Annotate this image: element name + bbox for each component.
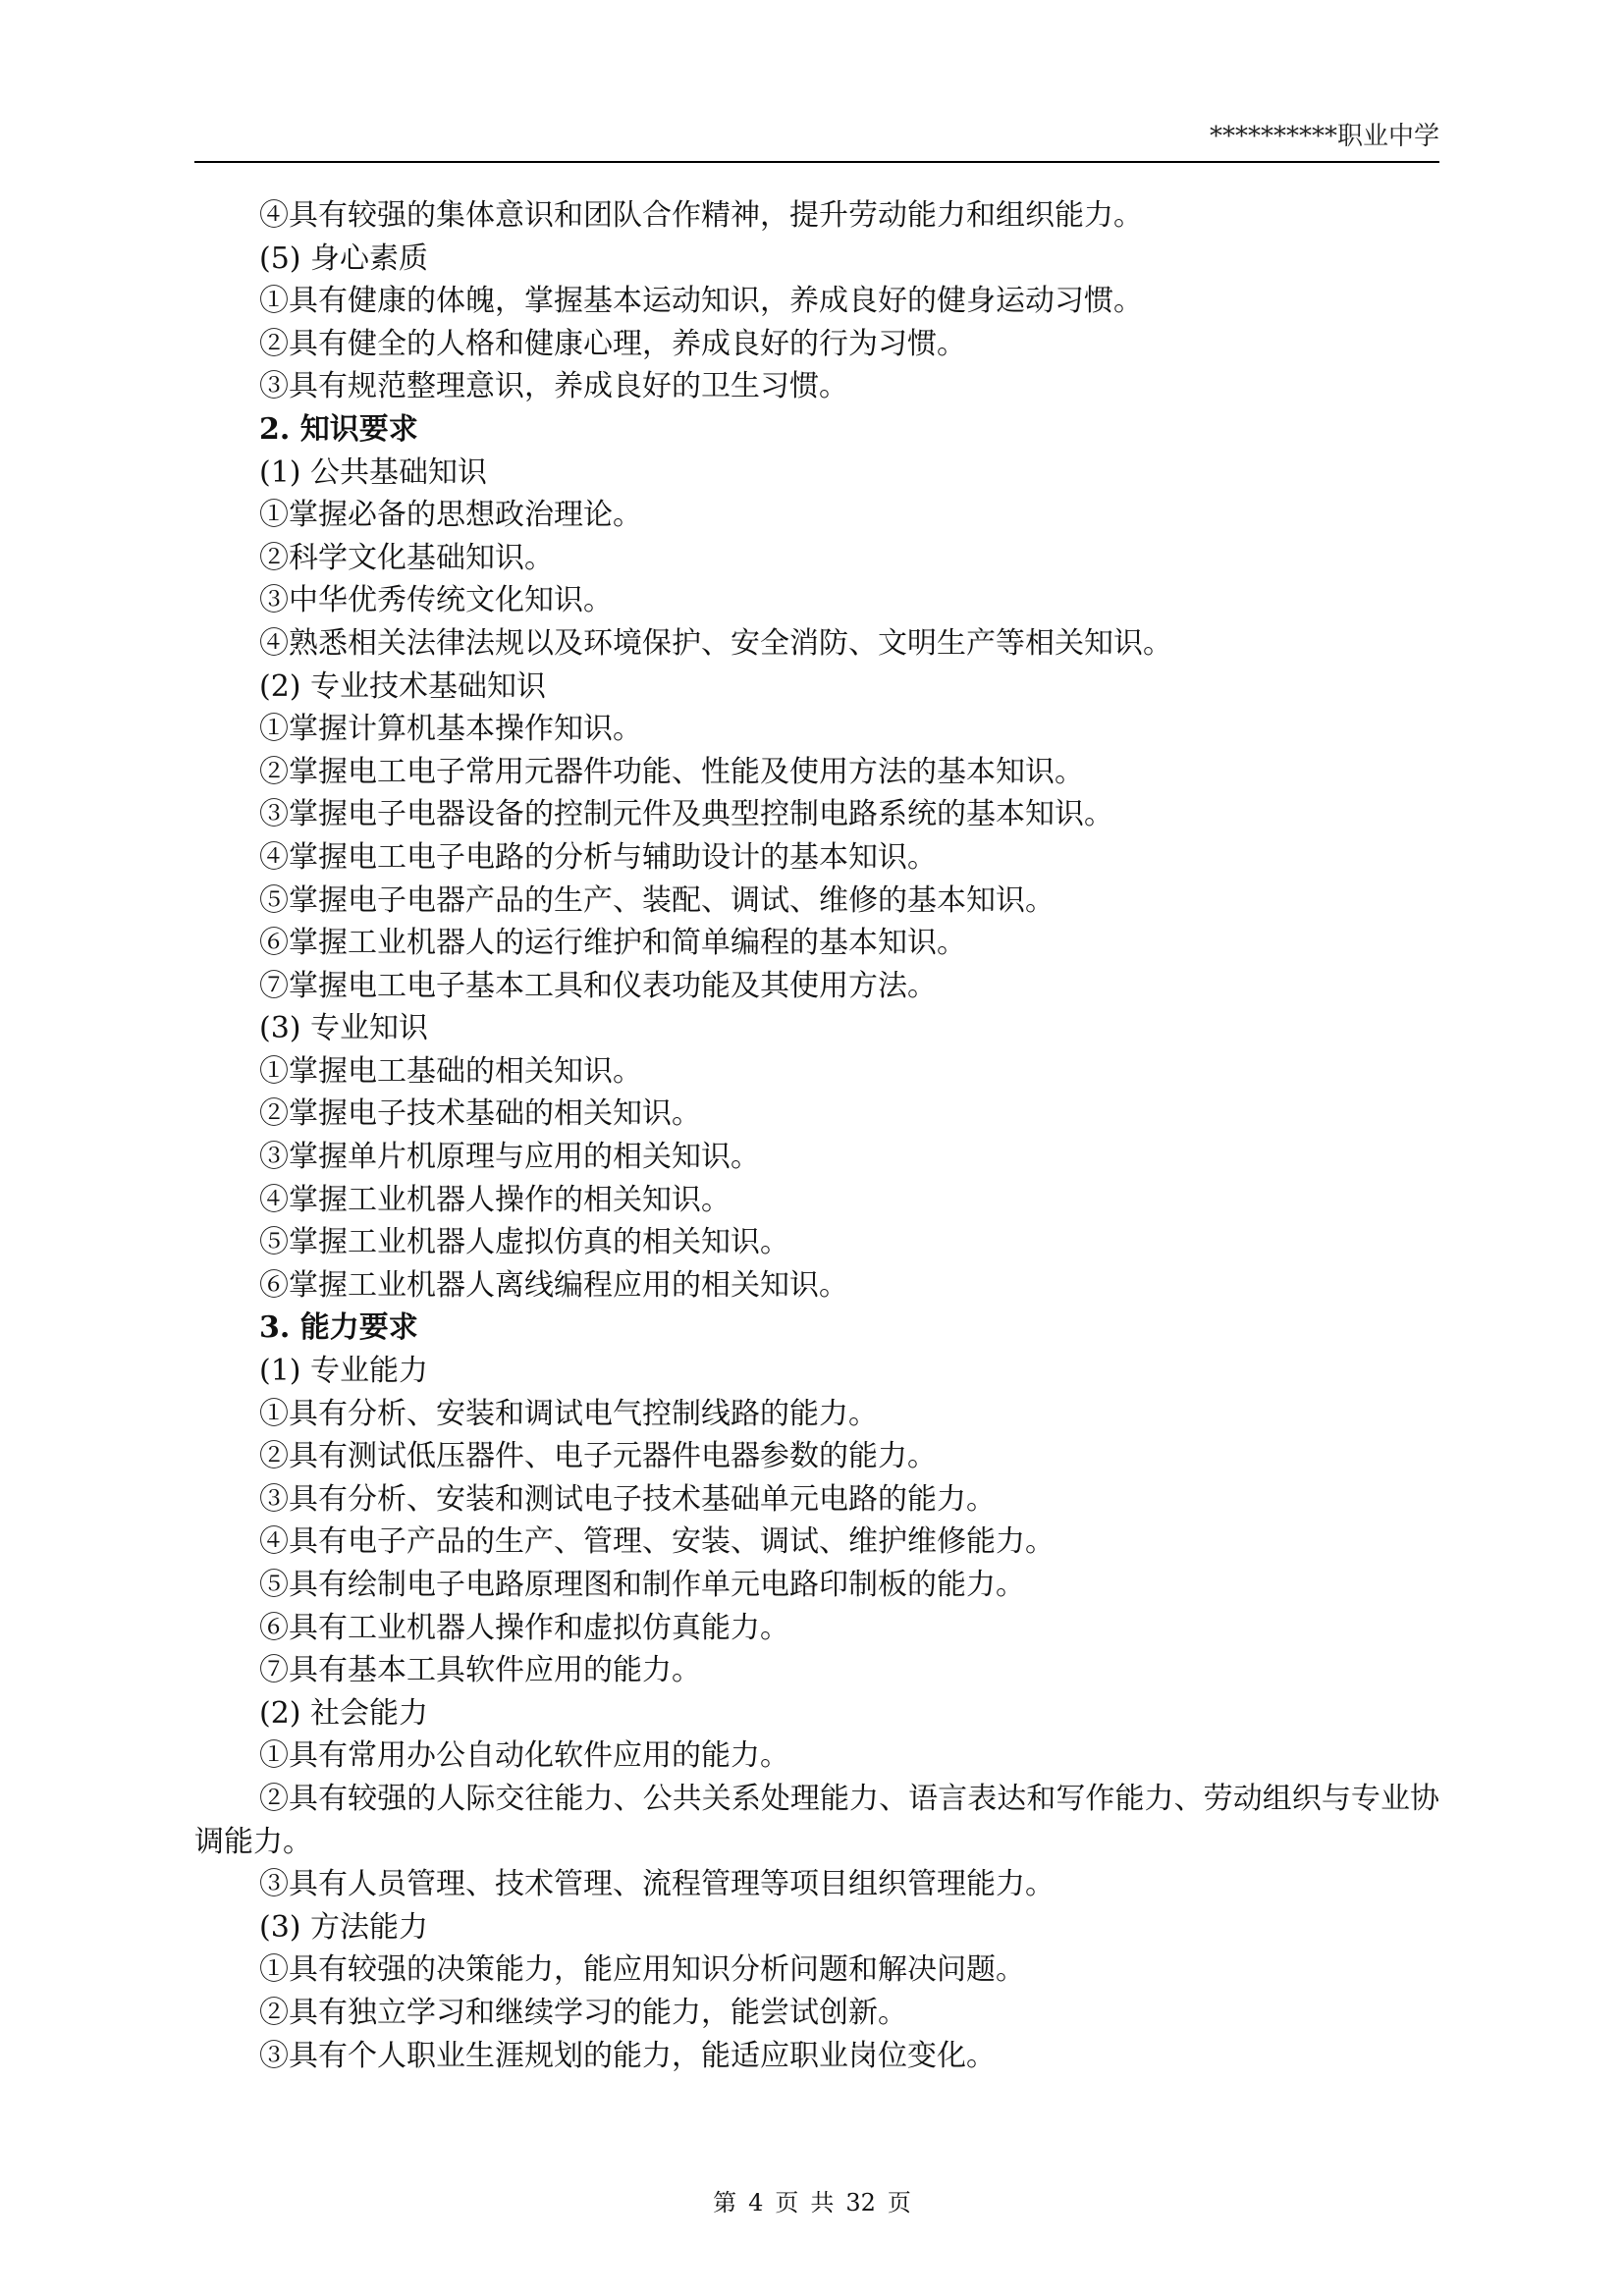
list-item: ④掌握工业机器人操作的相关知识。 bbox=[259, 1182, 731, 1217]
paragraph-item: ②具有较强的人际交往能力、公共关系处理能力、语言表达和写作能力、劳动组织与专业协调能力。 bbox=[194, 1781, 1439, 1859]
list-item: ②具有测试低压器件、电子元器件电器参数的能力。 bbox=[259, 1439, 937, 1474]
list-item: ③中华优秀传统文化知识。 bbox=[259, 583, 613, 618]
subsection-heading: (2) 社会能力 bbox=[259, 1695, 429, 1731]
list-item: ①具有分析、安装和调试电气控制线路的能力。 bbox=[259, 1396, 878, 1431]
list-item: ⑥具有工业机器人操作和虚拟仿真能力。 bbox=[259, 1610, 789, 1645]
subsection-heading: (2) 专业技术基础知识 bbox=[259, 668, 547, 704]
list-item: ⑤掌握工业机器人虚拟仿真的相关知识。 bbox=[259, 1225, 789, 1260]
list-item: ⑥掌握工业机器人的运行维护和简单编程的基本知识。 bbox=[259, 926, 966, 961]
subsection-heading: (3) 专业知识 bbox=[259, 1011, 429, 1046]
list-item: ①掌握计算机基本操作知识。 bbox=[259, 712, 642, 747]
list-item: ④掌握电工电子电路的分析与辅助设计的基本知识。 bbox=[259, 839, 937, 875]
header-rule bbox=[194, 161, 1439, 163]
list-item: ②具有独立学习和继续学习的能力，能尝试创新。 bbox=[259, 1995, 907, 2030]
footer-page-number: 4 bbox=[748, 2189, 764, 2216]
list-item: ③掌握电子电器设备的控制元件及典型控制电路系统的基本知识。 bbox=[259, 797, 1113, 832]
subsection-heading: (3) 方法能力 bbox=[259, 1909, 429, 1945]
header-title: **********职业中学 bbox=[1209, 122, 1439, 151]
list-item: ⑦具有基本工具软件应用的能力。 bbox=[259, 1653, 701, 1688]
list-item: ①掌握电工基础的相关知识。 bbox=[259, 1053, 642, 1089]
footer-suffix: 页 bbox=[887, 2189, 911, 2216]
footer-total-word: 共 bbox=[810, 2189, 835, 2216]
list-item: ③具有分析、安装和测试电子技术基础单元电路的能力。 bbox=[259, 1481, 996, 1517]
list-item: ③具有个人职业生涯规划的能力，能适应职业岗位变化。 bbox=[259, 2038, 996, 2073]
subsection-heading: (1) 专业能力 bbox=[259, 1354, 429, 1389]
document-body bbox=[194, 194, 1439, 2077]
list-item: ④熟悉相关法律法规以及环境保护、安全消防、文明生产等相关知识。 bbox=[259, 625, 1172, 661]
list-item: ④具有较强的集体意识和团队合作精神，提升劳动能力和组织能力。 bbox=[259, 198, 1143, 233]
list-item: ①具有健康的体魄，掌握基本运动知识，养成良好的健身运动习惯。 bbox=[259, 284, 1143, 319]
list-item: ⑤具有绘制电子电路原理图和制作单元电路印制板的能力。 bbox=[259, 1568, 1025, 1602]
list-item: ①具有较强的决策能力，能应用知识分析问题和解决问题。 bbox=[259, 1952, 1025, 1988]
page-footer bbox=[0, 2183, 1624, 2217]
footer-prefix: 第 bbox=[713, 2189, 737, 2216]
footer-total-pages: 32 bbox=[845, 2189, 876, 2216]
footer-page-word: 页 bbox=[775, 2189, 799, 2216]
list-item: ②掌握电工电子常用元器件功能、性能及使用方法的基本知识。 bbox=[259, 754, 1084, 789]
list-item: ⑤掌握电子电器产品的生产、装配、调试、维修的基本知识。 bbox=[259, 882, 1055, 918]
section-heading: 3. 能力要求 bbox=[259, 1310, 418, 1346]
list-item: ③掌握单片机原理与应用的相关知识。 bbox=[259, 1140, 760, 1175]
list-item: ⑥掌握工业机器人离线编程应用的相关知识。 bbox=[259, 1267, 848, 1303]
list-item: ③具有规范整理意识，养成良好的卫生习惯。 bbox=[259, 369, 848, 404]
subsection-heading: (1) 公共基础知识 bbox=[259, 454, 488, 490]
list-item: ⑦掌握电工电子基本工具和仪表功能及其使用方法。 bbox=[259, 968, 937, 1003]
list-item: ②掌握电子技术基础的相关知识。 bbox=[259, 1096, 701, 1132]
list-item: ①具有常用办公自动化软件应用的能力。 bbox=[259, 1738, 789, 1774]
section-heading: 2. 知识要求 bbox=[259, 411, 418, 447]
list-item: ①掌握必备的思想政治理论。 bbox=[259, 498, 642, 533]
list-item: ④具有电子产品的生产、管理、安装、调试、维护维修能力。 bbox=[259, 1524, 1055, 1560]
list-item: ③具有人员管理、技术管理、流程管理等项目组织管理能力。 bbox=[259, 1867, 1055, 1902]
list-item: ②具有健全的人格和健康心理，养成良好的行为习惯。 bbox=[259, 326, 966, 361]
subsection-heading: (5) 身心素质 bbox=[259, 240, 429, 276]
list-item: ②科学文化基础知识。 bbox=[259, 540, 554, 575]
page-header bbox=[194, 108, 1439, 167]
